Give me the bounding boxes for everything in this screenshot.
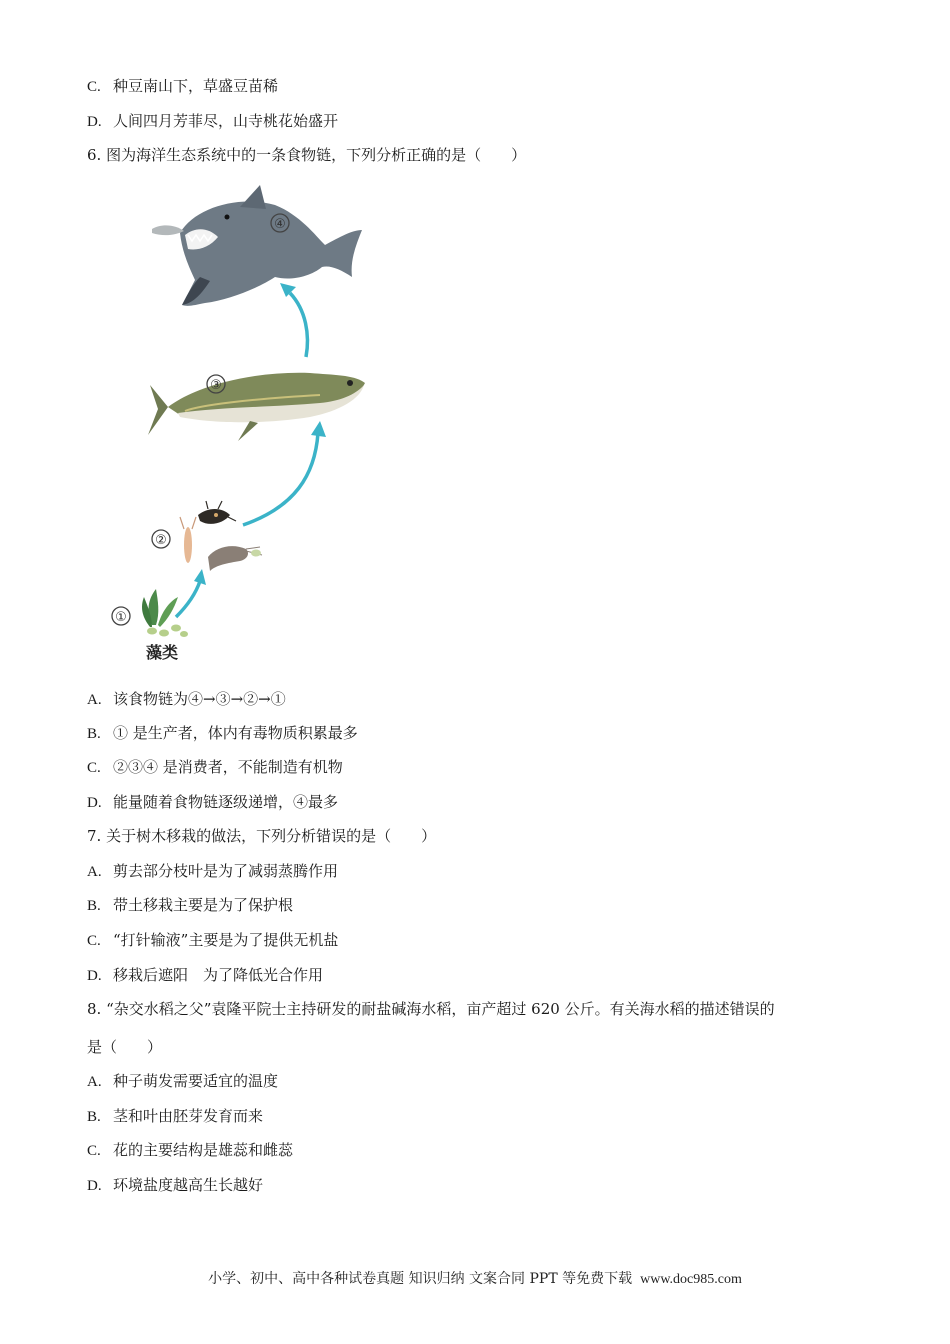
option-d-prev xyxy=(87,111,338,132)
option-text: 移栽后遮阳 为了降低光合作用 xyxy=(113,966,324,984)
food-chain-figure xyxy=(100,185,400,665)
option-letter: D. xyxy=(87,968,102,984)
option-letter: C. xyxy=(87,79,101,95)
label-3: ③ xyxy=(210,378,222,393)
page-footer xyxy=(0,1268,950,1288)
option-text: 能量随着食物链逐级递增，④最多 xyxy=(113,793,339,811)
option-letter: D. xyxy=(87,1178,102,1194)
q8-option-b xyxy=(87,1106,263,1127)
q8-stem-line1: 8. “杂交水稻之父”袁隆平院士主持研发的耐盐碱海水稻，亩产超过 620 公斤。有关海水稻的描述错误的 xyxy=(87,1000,775,1018)
option-text: 带土移栽主要是为了保护根 xyxy=(113,896,294,914)
option-letter: B. xyxy=(87,1109,101,1125)
option-letter: A. xyxy=(87,692,102,708)
label-2: ② xyxy=(155,533,167,548)
label-1: ① xyxy=(115,610,127,625)
option-text: ① 是生产者，体内有毒物质积累最多 xyxy=(113,724,358,742)
q6-option-d xyxy=(87,792,338,813)
q7-option-a xyxy=(87,861,338,882)
option-text: 该食物链为④→③→②→① xyxy=(113,690,286,708)
option-letter: A. xyxy=(87,1074,102,1090)
tuna-image xyxy=(148,373,365,441)
algae-caption: 藻类 xyxy=(145,643,179,662)
q7-option-b xyxy=(87,895,293,916)
option-letter: A. xyxy=(87,864,102,880)
option-text: 剪去部分枝叶是为了减弱蒸腾作用 xyxy=(113,862,339,880)
footer-text: 小学、初中、高中各种试卷真题 知识归纳 文案合同 PPT 等免费下载 xyxy=(208,1271,633,1287)
option-text: ②③④ 是消费者，不能制造有机物 xyxy=(113,758,343,776)
option-letter: D. xyxy=(87,114,102,130)
option-text: 人间四月芳菲尽，山寺桃花始盛开 xyxy=(113,112,339,130)
zooplankton-image xyxy=(180,501,262,571)
arrow-2-to-3 xyxy=(243,433,318,525)
q7-option-c xyxy=(87,930,338,951)
option-c-prev xyxy=(87,76,278,97)
option-text: 种子萌发需要适宜的温度 xyxy=(113,1072,279,1090)
label-4: ④ xyxy=(274,217,286,232)
option-letter: C. xyxy=(87,1143,101,1159)
option-text: 茎和叶由胚芽发育而来 xyxy=(113,1107,264,1125)
q8-option-d xyxy=(87,1175,263,1196)
shark-image xyxy=(152,185,362,306)
option-letter: D. xyxy=(87,795,102,811)
q8-option-a xyxy=(87,1071,278,1092)
q6-option-b xyxy=(87,723,358,744)
q6-option-a xyxy=(87,689,286,710)
q8-stem-line2: 是（ ） xyxy=(87,1038,163,1056)
option-letter: B. xyxy=(87,898,101,914)
q6-stem: 6. 图为海洋生态系统中的一条食物链，下列分析正确的是（ ） xyxy=(87,146,527,164)
q7-option-d xyxy=(87,965,323,986)
footer-url[interactable]: www.doc985.com xyxy=(640,1272,742,1287)
option-text: 种豆南山下，草盛豆苗稀 xyxy=(113,77,279,95)
option-letter: C. xyxy=(87,933,101,949)
option-text: 环境盐度越高生长越好 xyxy=(113,1176,264,1194)
option-text: 花的主要结构是雄蕊和雌蕊 xyxy=(113,1141,294,1159)
q7-stem: 7. 关于树木移栽的做法，下列分析错误的是（ ） xyxy=(87,827,437,845)
q6-option-c xyxy=(87,757,343,778)
option-text: “打针输液”主要是为了提供无机盐 xyxy=(113,931,339,949)
q8-option-c xyxy=(87,1140,293,1161)
option-letter: B. xyxy=(87,726,101,742)
option-letter: C. xyxy=(87,760,101,776)
arrow-1-to-2 xyxy=(176,581,200,617)
arrow-3-to-4 xyxy=(290,293,307,357)
